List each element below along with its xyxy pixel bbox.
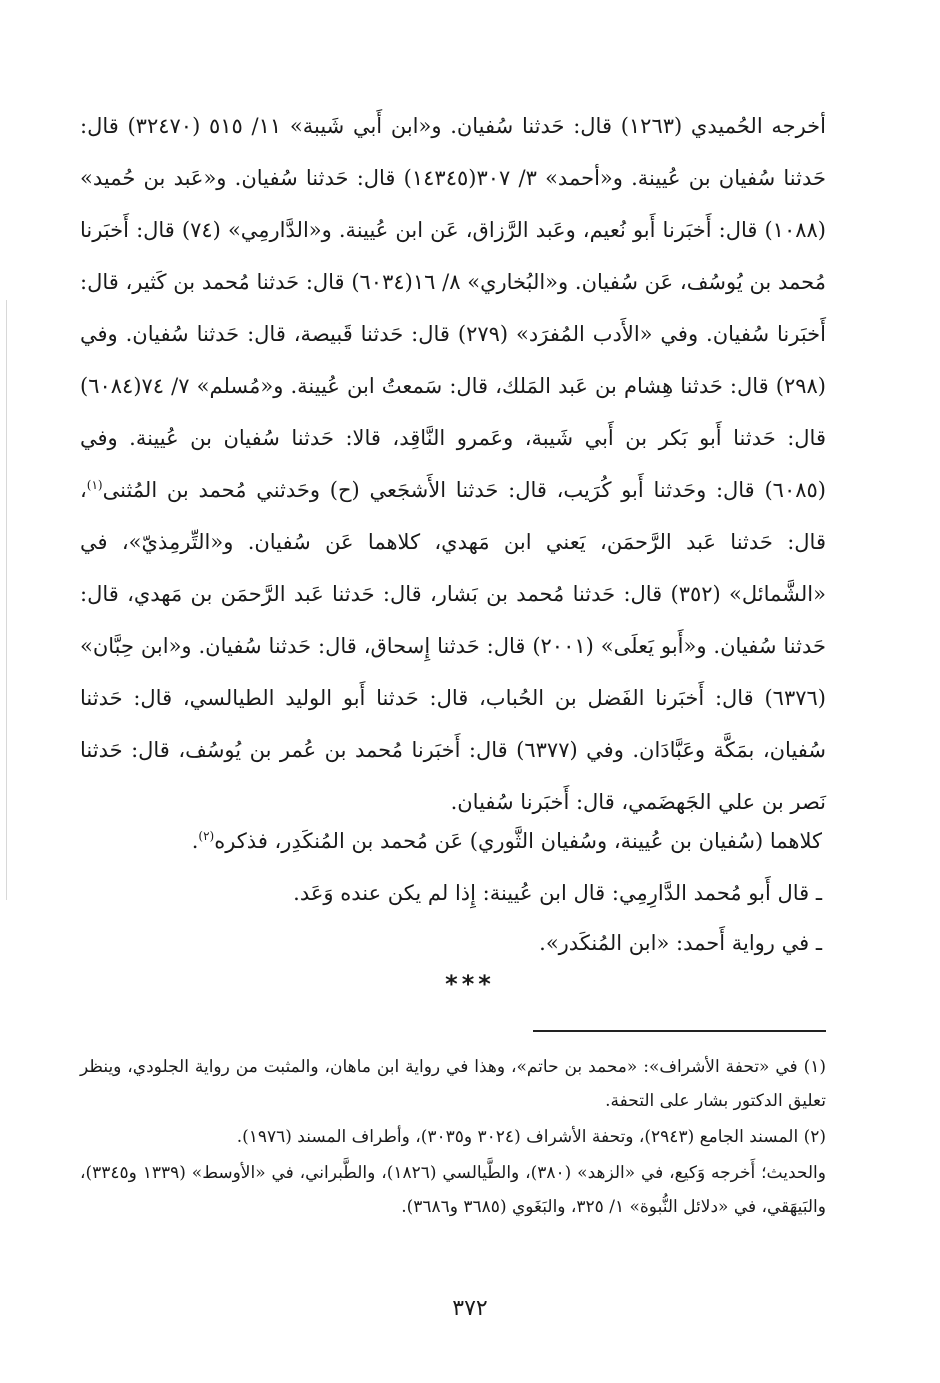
section-separator: *** bbox=[445, 970, 495, 998]
ahmad-note-text: ـ في رواية أَحمد: «ابن المُنكَدر». bbox=[539, 931, 822, 955]
footnote-marker-1[interactable]: (١) bbox=[86, 478, 103, 492]
footnote-2: (٢) المسند الجامع (٢٩٤٣)، وتحفة الأشراف (٣٠٢٤ و٣٠٣٥)، وأطراف المسند (١٩٧٦). bbox=[236, 1127, 826, 1147]
footnotes-section bbox=[80, 1050, 826, 1226]
main-paragraph bbox=[80, 100, 826, 828]
ahmad-note bbox=[80, 917, 822, 969]
both-narrators-line bbox=[80, 815, 822, 867]
main-paragraph-continuation: ، قال: حَدثنا عَبد الرَّحمَن، يَعني ابن مَهدي، كلاهما عَن سُفيان. و«التِّرمِذيّ»، في «الشَّمائل» (٣٥٢) قال: حَدثنا مُحمد بن بَشار، قال: حَدثنا عَبد الرَّحمَن بن مَهدي، قال: حَدثنا سُفيان. و«أَبو يَعلَى» (٢٠٠١) قال: حَدثنا إِسحاق، قال: حَدثنا سُفيان. و«ابن حِبَّان» (٦٣٧٦) قال: أَخبَرنا الفَضل بن الحُباب، قال: حَدثنا أَبو الوليد الطيالسي، قال: حَدثنا سُفيان، بمَكَّة وعَبَّادَان. وفي (٦٣٧٧) قال: أَخبَرنا مُحمد بن عُمر بن يُوسُف، قال: حَدثنا نَصر بن علي الجَهضَمي، قال: أَخبَرنا سُفيان. bbox=[80, 478, 827, 814]
darimi-note bbox=[80, 867, 822, 919]
page-number: ٣٧٢ bbox=[452, 1296, 488, 1321]
both-line-text: كلاهما (سُفيان بن عُيينة، وسُفيان الثَّوري) عَن مُحمد بن المُنكَدِر، فذكره bbox=[214, 829, 822, 853]
footnote-1: (١) في «تحفة الأشراف»: «محمد بن حاتم»، وهذا في رواية ابن ماهان، والمثبت من رواية الجلودي، وينظر تعليق الدكتور بشار على التحفة. bbox=[80, 1057, 826, 1111]
footnote-divider bbox=[533, 1030, 826, 1032]
page-edge-line bbox=[6, 300, 7, 900]
footnote-2-continuation: والحديث؛ أَخرجه وَكيع، في «الزهد» (٣٨٠)، والطَّيالسي (١٨٢٦)، والطَّبراني، في «الأوسط» (١٣٣٩ و٣٣٤٥)، والبَيهَقي، في «دلائل النُّبوة» ١/ ٣٢٥، والبَغَوي (٣٦٨٥ و٣٦٨٦). bbox=[80, 1163, 826, 1217]
footnote-marker-2[interactable]: (٢) bbox=[198, 829, 215, 843]
takhrij-paragraph bbox=[80, 100, 826, 828]
darimi-note-text: ـ قال أَبو مُحمد الدَّارِمِي: قال ابن عُيينة: إِذا لم يكن عنده وَعَد. bbox=[293, 881, 822, 905]
both-line-end: . bbox=[191, 829, 199, 853]
main-paragraph-text: أخرجه الحُميدي (١٢٦٣) قال: حَدثنا سُفيان. و«ابن أَبي شَيبة» ١١/ ٥١٥ (٣٢٤٧٠) قال: حَدثنا سُفيان بن عُيينة. و«أحمد» ٣/ ٣٠٧(١٤٣٤٥) قال: حَدثنا سُفيان. و«عَبد بن حُميد» (١٠٨٨) قال: أَخبَرنا أَبو نُعيم، وعَبد الرَّزاق، عَن ابن عُيينة. و«الدَّارمِي» (٧٤) قال: أَخبَرنا مُحمد بن يُوسُف، عَن سُفيان. و«البُخاري» ٨/ ١٦(٦٠٣٤) قال: حَدثنا مُحمد بن كَثير، قال: أَخبَرنا سُفيان. وفي «الأَدب المُفرَد» (٢٧٩) قال: حَدثنا قَبيصة، قال: حَدثنا سُفيان. وفي (٢٩٨) قال: حَدثنا هِشام بن عَبد المَلك، قال: سَمعتُ ابن عُيينة. و«مُسلم» ٧/ ٧٤(٦٠٨٤) قال: حَدثنا أَبو بَكر بن أَبي شَيبة، وعَمرو النَّاقِد، قالا: حَدثنا سُفيان بن عُيينة. وفي (٦٠٨٥) قال: وحَدثنا أَبو كُرَيب، قال: حَدثنا الأَشجَعي (ح) وحَدثني مُحمد بن المُثنى bbox=[80, 114, 826, 502]
